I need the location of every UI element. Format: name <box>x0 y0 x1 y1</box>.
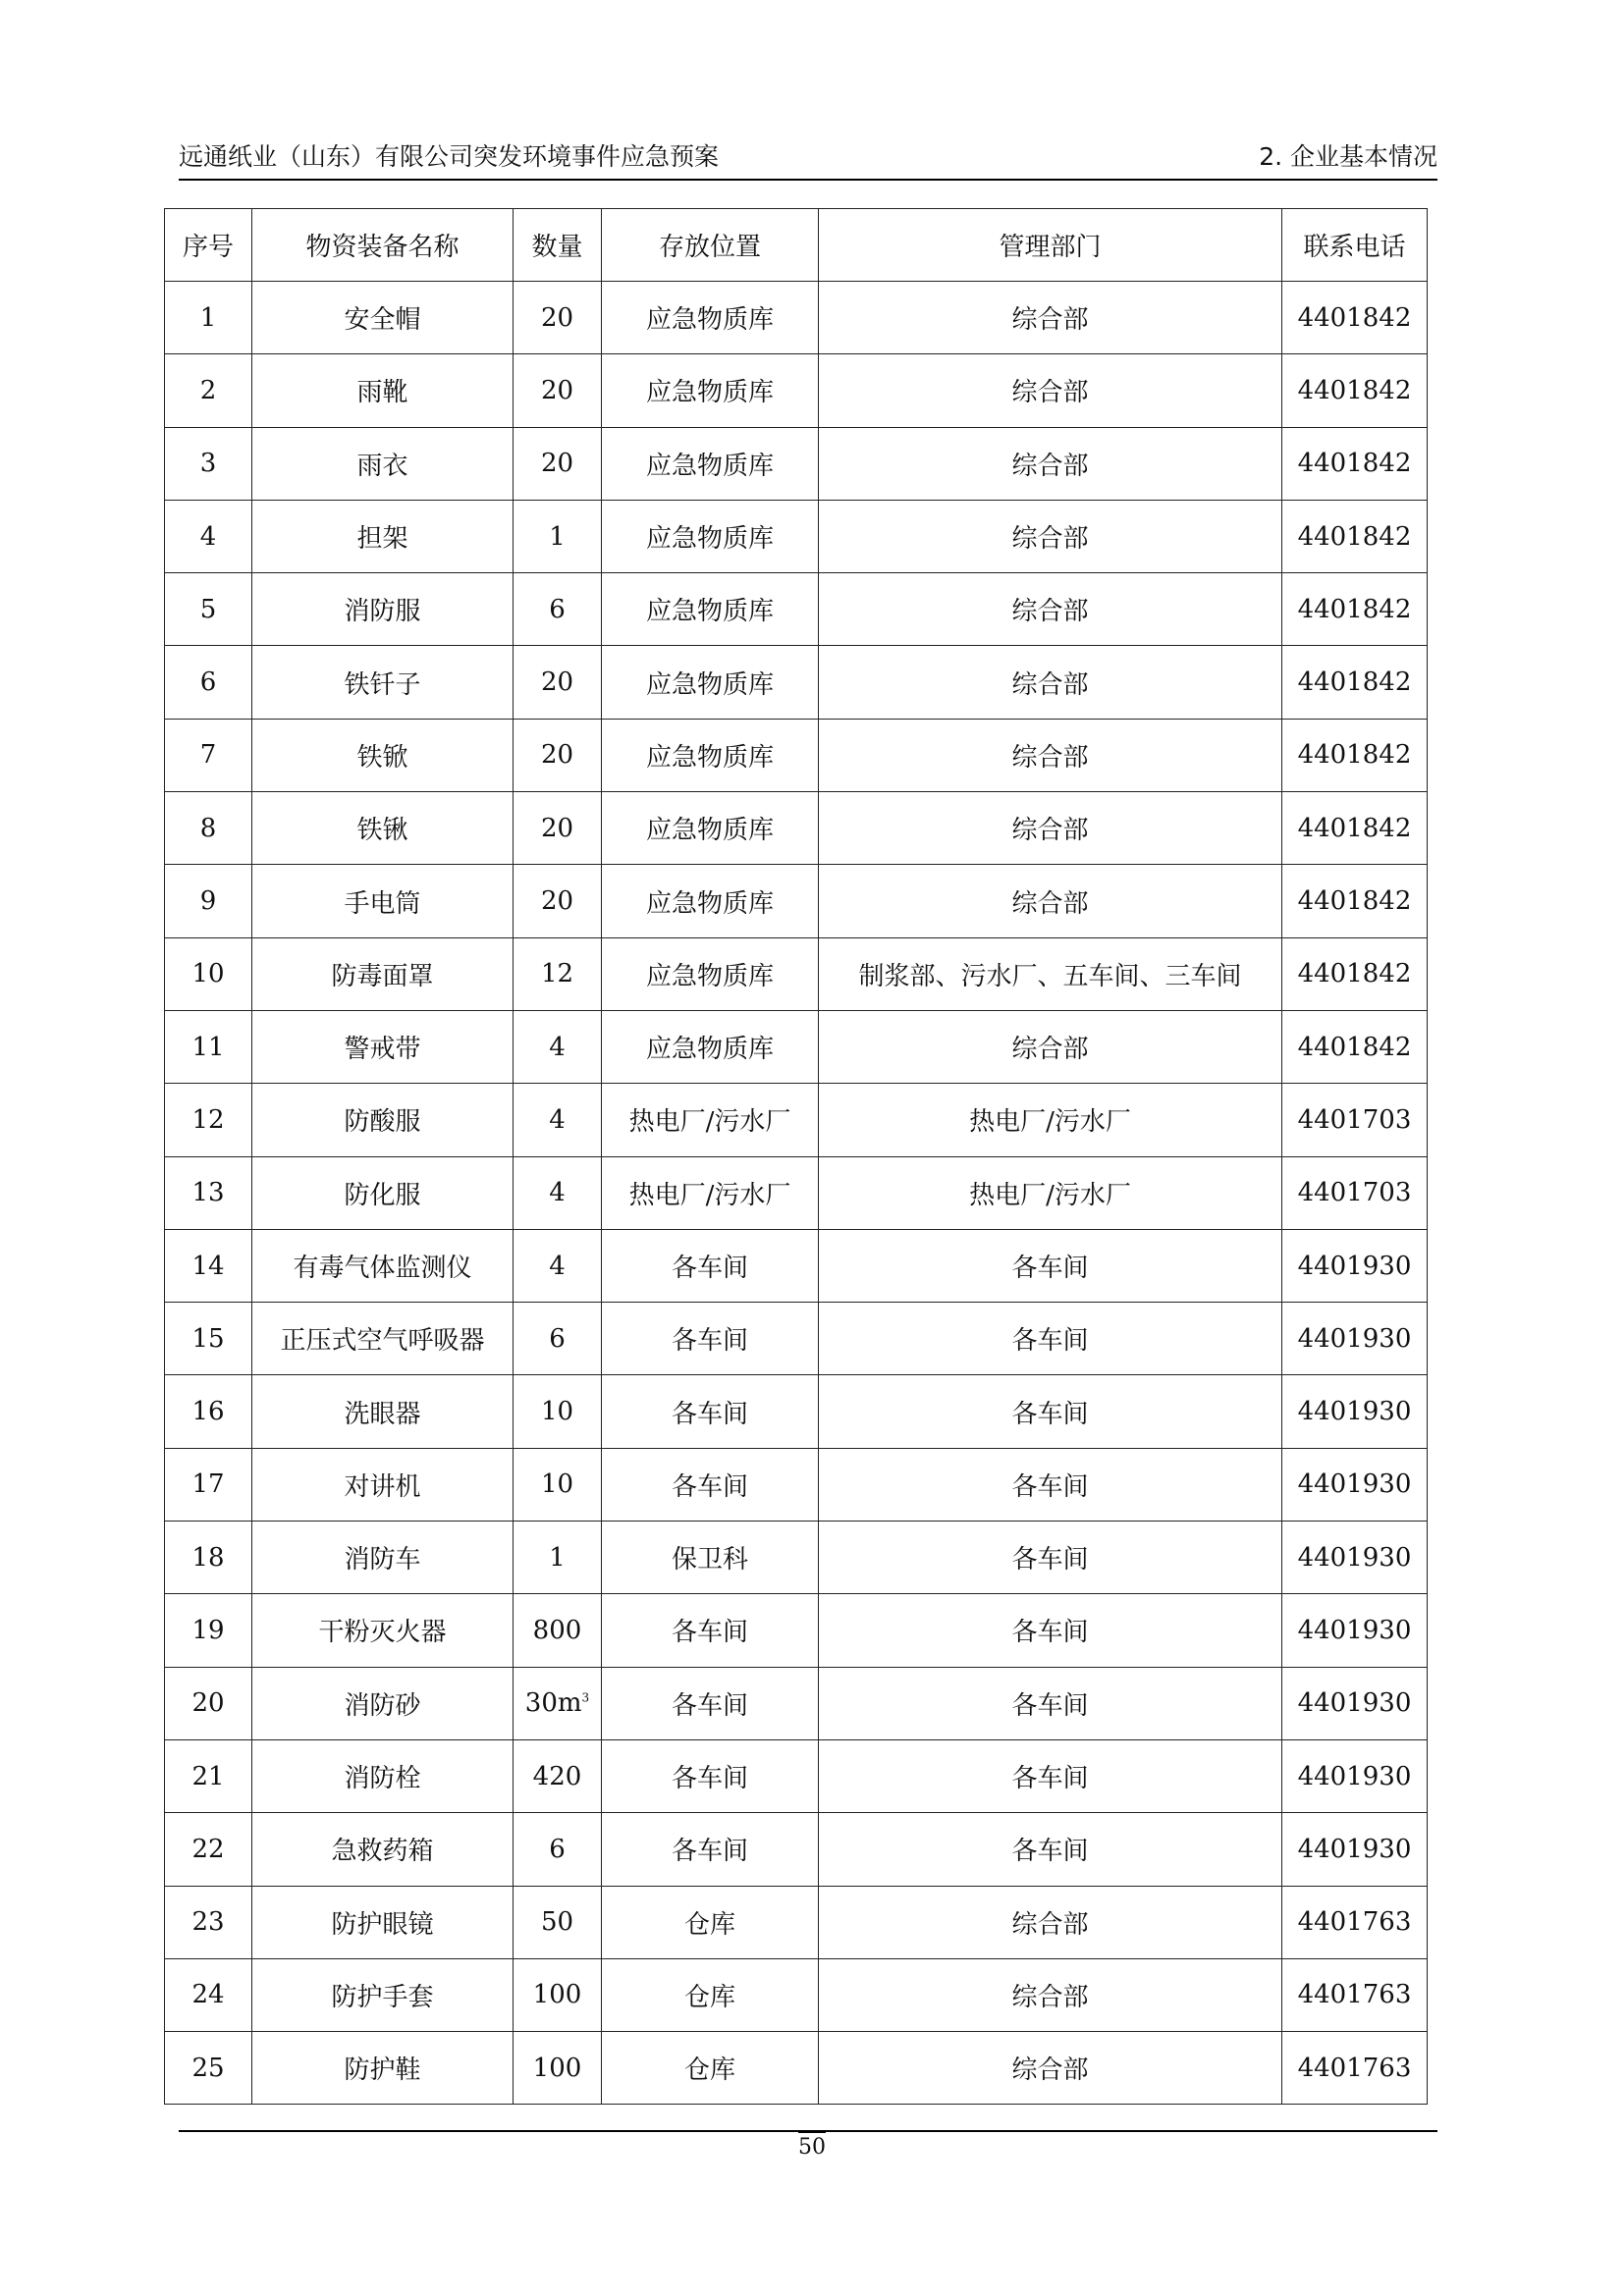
cell-location: 仓库 <box>602 2032 819 2105</box>
cell-location: 保卫科 <box>602 1522 819 1594</box>
quantity-value: 20 <box>540 886 574 917</box>
cell-location: 应急物质库 <box>602 792 819 865</box>
cell-phone: 4401930 <box>1282 1813 1428 1886</box>
cell-department: 综合部 <box>819 427 1282 500</box>
page-number-container <box>0 2135 1624 2160</box>
cell-location: 应急物质库 <box>602 282 819 354</box>
cell-location: 应急物质库 <box>602 865 819 937</box>
cell-index: 13 <box>165 1156 252 1229</box>
quantity-value: 4 <box>549 1104 566 1135</box>
quantity-value: 800 <box>532 1615 582 1645</box>
cell-department: 综合部 <box>819 282 1282 354</box>
cell-phone: 4401930 <box>1282 1739 1428 1812</box>
cell-location: 应急物质库 <box>602 719 819 791</box>
cell-quantity <box>514 1813 602 1886</box>
table-header-row <box>165 209 1428 282</box>
table-row <box>165 1667 1428 1739</box>
unit-superscript: 3 <box>581 1690 590 1705</box>
cell-location: 仓库 <box>602 1958 819 2031</box>
cell-department: 各车间 <box>819 1594 1282 1667</box>
cell-location: 应急物质库 <box>602 937 819 1010</box>
cell-location: 各车间 <box>602 1303 819 1375</box>
quantity-value: 20 <box>540 302 574 333</box>
table-row <box>165 500 1428 572</box>
cell-phone: 4401703 <box>1282 1084 1428 1156</box>
cell-quantity <box>514 354 602 427</box>
cell-index: 15 <box>165 1303 252 1375</box>
cell-quantity <box>514 1448 602 1521</box>
cell-department: 各车间 <box>819 1303 1282 1375</box>
table-row <box>165 573 1428 646</box>
cell-department: 综合部 <box>819 354 1282 427</box>
document-title: 远通纸业（山东）有限公司突发环境事件应急预案 <box>179 142 720 171</box>
cell-department: 综合部 <box>819 2032 1282 2105</box>
cell-name: 手电筒 <box>252 865 514 937</box>
cell-department: 综合部 <box>819 865 1282 937</box>
cell-name: 防酸服 <box>252 1084 514 1156</box>
table-row <box>165 1010 1428 1083</box>
table-row <box>165 1886 1428 1958</box>
cell-department: 制浆部、污水厂、五车间、三车间 <box>819 937 1282 1010</box>
section-title: 2. 企业基本情况 <box>1259 142 1437 171</box>
cell-name: 消防砂 <box>252 1667 514 1739</box>
cell-name: 正压式空气呼吸器 <box>252 1303 514 1375</box>
cell-location: 仓库 <box>602 1886 819 1958</box>
col-header-phone: 联系电话 <box>1282 209 1428 282</box>
cell-name: 洗眼器 <box>252 1375 514 1448</box>
cell-index: 7 <box>165 719 252 791</box>
cell-name: 雨靴 <box>252 354 514 427</box>
quantity-value: 12 <box>540 959 574 989</box>
table-row <box>165 1739 1428 1812</box>
table-row <box>165 646 1428 719</box>
cell-index: 8 <box>165 792 252 865</box>
col-header-location: 存放位置 <box>602 209 819 282</box>
table-row <box>165 1958 1428 2031</box>
table-row <box>165 354 1428 427</box>
cell-phone: 4401842 <box>1282 282 1428 354</box>
quantity-value: 4 <box>549 1178 566 1208</box>
cell-index: 24 <box>165 1958 252 2031</box>
cell-index: 6 <box>165 646 252 719</box>
cell-phone: 4401930 <box>1282 1594 1428 1667</box>
cell-quantity <box>514 1010 602 1083</box>
cell-department: 综合部 <box>819 573 1282 646</box>
cell-phone: 4401930 <box>1282 1667 1428 1739</box>
cell-phone: 4401842 <box>1282 719 1428 791</box>
cell-phone: 4401842 <box>1282 646 1428 719</box>
cell-phone: 4401763 <box>1282 1886 1428 1958</box>
table-row <box>165 1375 1428 1448</box>
cell-name: 安全帽 <box>252 282 514 354</box>
table-row <box>165 1594 1428 1667</box>
table-row <box>165 1084 1428 1156</box>
cell-phone: 4401930 <box>1282 1448 1428 1521</box>
table-row <box>165 282 1428 354</box>
cell-quantity <box>514 646 602 719</box>
col-header-quantity: 数量 <box>514 209 602 282</box>
cell-phone: 4401930 <box>1282 1522 1428 1594</box>
quantity-value: 1 <box>549 521 566 552</box>
quantity-value: 20 <box>540 667 574 698</box>
header-rule <box>179 179 1437 181</box>
quantity-value: 20 <box>540 449 574 479</box>
cell-quantity <box>514 1375 602 1448</box>
cell-name: 消防栓 <box>252 1739 514 1812</box>
table-body <box>165 282 1428 2105</box>
cell-phone: 4401842 <box>1282 427 1428 500</box>
cell-name: 防护眼镜 <box>252 1886 514 1958</box>
cell-name: 防化服 <box>252 1156 514 1229</box>
cell-name: 防护手套 <box>252 1958 514 2031</box>
cell-index: 2 <box>165 354 252 427</box>
cell-phone: 4401842 <box>1282 573 1428 646</box>
cell-quantity <box>514 1229 602 1302</box>
cell-department: 综合部 <box>819 1010 1282 1083</box>
cell-department: 各车间 <box>819 1375 1282 1448</box>
cell-name: 对讲机 <box>252 1448 514 1521</box>
quantity-value: 20 <box>540 813 574 843</box>
cell-location: 应急物质库 <box>602 500 819 572</box>
cell-department: 综合部 <box>819 719 1282 791</box>
quantity-value: 50 <box>540 1907 574 1938</box>
cell-location: 应急物质库 <box>602 1010 819 1083</box>
cell-name: 雨衣 <box>252 427 514 500</box>
cell-location: 各车间 <box>602 1739 819 1812</box>
cell-department: 热电厂/污水厂 <box>819 1156 1282 1229</box>
quantity-value: 4 <box>549 1251 566 1281</box>
table-row <box>165 719 1428 791</box>
cell-name: 干粉灭火器 <box>252 1594 514 1667</box>
cell-phone: 4401842 <box>1282 1010 1428 1083</box>
cell-index: 14 <box>165 1229 252 1302</box>
cell-quantity <box>514 2032 602 2105</box>
col-header-name: 物资装备名称 <box>252 209 514 282</box>
cell-phone: 4401930 <box>1282 1229 1428 1302</box>
cell-department: 各车间 <box>819 1667 1282 1739</box>
cell-quantity <box>514 1303 602 1375</box>
quantity-value: 100 <box>532 2053 582 2083</box>
cell-name: 铁锹 <box>252 792 514 865</box>
cell-quantity <box>514 1886 602 1958</box>
cell-location: 各车间 <box>602 1594 819 1667</box>
table-row <box>165 1522 1428 1594</box>
equipment-table <box>164 208 1428 2105</box>
cell-index: 11 <box>165 1010 252 1083</box>
cell-index: 19 <box>165 1594 252 1667</box>
cell-phone: 4401842 <box>1282 500 1428 572</box>
table-row <box>165 792 1428 865</box>
cell-location: 应急物质库 <box>602 573 819 646</box>
cell-quantity <box>514 427 602 500</box>
quantity-value: 6 <box>549 1834 566 1864</box>
cell-department: 综合部 <box>819 792 1282 865</box>
cell-index: 1 <box>165 282 252 354</box>
cell-name: 防毒面罩 <box>252 937 514 1010</box>
cell-index: 25 <box>165 2032 252 2105</box>
cell-location: 各车间 <box>602 1229 819 1302</box>
cell-quantity <box>514 719 602 791</box>
cell-index: 10 <box>165 937 252 1010</box>
cell-location: 应急物质库 <box>602 354 819 427</box>
cell-department: 各车间 <box>819 1739 1282 1812</box>
cell-name: 防护鞋 <box>252 2032 514 2105</box>
cell-location: 应急物质库 <box>602 427 819 500</box>
cell-phone: 4401703 <box>1282 1156 1428 1229</box>
cell-quantity <box>514 1958 602 2031</box>
cell-quantity <box>514 282 602 354</box>
cell-name: 担架 <box>252 500 514 572</box>
cell-department: 各车间 <box>819 1813 1282 1886</box>
cell-quantity <box>514 1522 602 1594</box>
cell-index: 3 <box>165 427 252 500</box>
cell-location: 热电厂/污水厂 <box>602 1084 819 1156</box>
quantity-value: 1 <box>549 1542 566 1573</box>
cell-phone: 4401930 <box>1282 1303 1428 1375</box>
quantity-value: 6 <box>549 1323 566 1354</box>
quantity-value: 420 <box>532 1761 582 1791</box>
cell-name: 警戒带 <box>252 1010 514 1083</box>
cell-index: 22 <box>165 1813 252 1886</box>
cell-location: 各车间 <box>602 1375 819 1448</box>
cell-department: 各车间 <box>819 1522 1282 1594</box>
cell-department: 综合部 <box>819 646 1282 719</box>
cell-department: 综合部 <box>819 1958 1282 2031</box>
cell-quantity <box>514 500 602 572</box>
cell-name: 急救药箱 <box>252 1813 514 1886</box>
table-row <box>165 1303 1428 1375</box>
cell-index: 18 <box>165 1522 252 1594</box>
cell-name: 铁钎子 <box>252 646 514 719</box>
table-row <box>165 1813 1428 1886</box>
cell-name: 铁锨 <box>252 719 514 791</box>
table-row <box>165 1229 1428 1302</box>
table-row <box>165 1448 1428 1521</box>
quantity-value: 4 <box>549 1032 566 1062</box>
cell-index: 21 <box>165 1739 252 1812</box>
cell-location: 热电厂/污水厂 <box>602 1156 819 1229</box>
cell-index: 5 <box>165 573 252 646</box>
quantity-value: 20 <box>540 740 574 771</box>
table-row <box>165 865 1428 937</box>
cell-index: 20 <box>165 1667 252 1739</box>
cell-quantity <box>514 1739 602 1812</box>
cell-index: 23 <box>165 1886 252 1958</box>
cell-phone: 4401763 <box>1282 1958 1428 2031</box>
cell-quantity <box>514 1156 602 1229</box>
cell-location: 应急物质库 <box>602 646 819 719</box>
page-header <box>179 137 1437 177</box>
quantity-value: 10 <box>540 1469 574 1500</box>
cell-phone: 4401842 <box>1282 937 1428 1010</box>
cell-index: 9 <box>165 865 252 937</box>
cell-quantity <box>514 1084 602 1156</box>
table-row <box>165 937 1428 1010</box>
cell-quantity <box>514 792 602 865</box>
page-number: 50 <box>798 2131 826 2160</box>
cell-quantity <box>514 865 602 937</box>
cell-quantity <box>514 573 602 646</box>
cell-index: 17 <box>165 1448 252 1521</box>
cell-department: 各车间 <box>819 1229 1282 1302</box>
cell-index: 16 <box>165 1375 252 1448</box>
cell-department: 热电厂/污水厂 <box>819 1084 1282 1156</box>
cell-phone: 4401842 <box>1282 792 1428 865</box>
quantity-value: 30m <box>524 1688 582 1719</box>
cell-department: 综合部 <box>819 1886 1282 1958</box>
quantity-value: 6 <box>549 594 566 624</box>
cell-phone: 4401930 <box>1282 1375 1428 1448</box>
table-row <box>165 1156 1428 1229</box>
quantity-value: 20 <box>540 375 574 405</box>
quantity-value: 10 <box>540 1397 574 1427</box>
col-header-index: 序号 <box>165 209 252 282</box>
cell-location: 各车间 <box>602 1813 819 1886</box>
quantity-value: 100 <box>532 1980 582 2010</box>
cell-phone: 4401763 <box>1282 2032 1428 2105</box>
cell-quantity <box>514 937 602 1010</box>
cell-name: 有毒气体监测仪 <box>252 1229 514 1302</box>
table-row <box>165 2032 1428 2105</box>
col-header-department: 管理部门 <box>819 209 1282 282</box>
cell-index: 4 <box>165 500 252 572</box>
table-row <box>165 427 1428 500</box>
cell-phone: 4401842 <box>1282 865 1428 937</box>
cell-department: 各车间 <box>819 1448 1282 1521</box>
cell-location: 各车间 <box>602 1667 819 1739</box>
cell-name: 消防车 <box>252 1522 514 1594</box>
cell-phone: 4401842 <box>1282 354 1428 427</box>
cell-department: 综合部 <box>819 500 1282 572</box>
cell-name: 消防服 <box>252 573 514 646</box>
cell-index: 12 <box>165 1084 252 1156</box>
cell-quantity <box>514 1594 602 1667</box>
cell-location: 各车间 <box>602 1448 819 1521</box>
cell-quantity <box>514 1667 602 1739</box>
